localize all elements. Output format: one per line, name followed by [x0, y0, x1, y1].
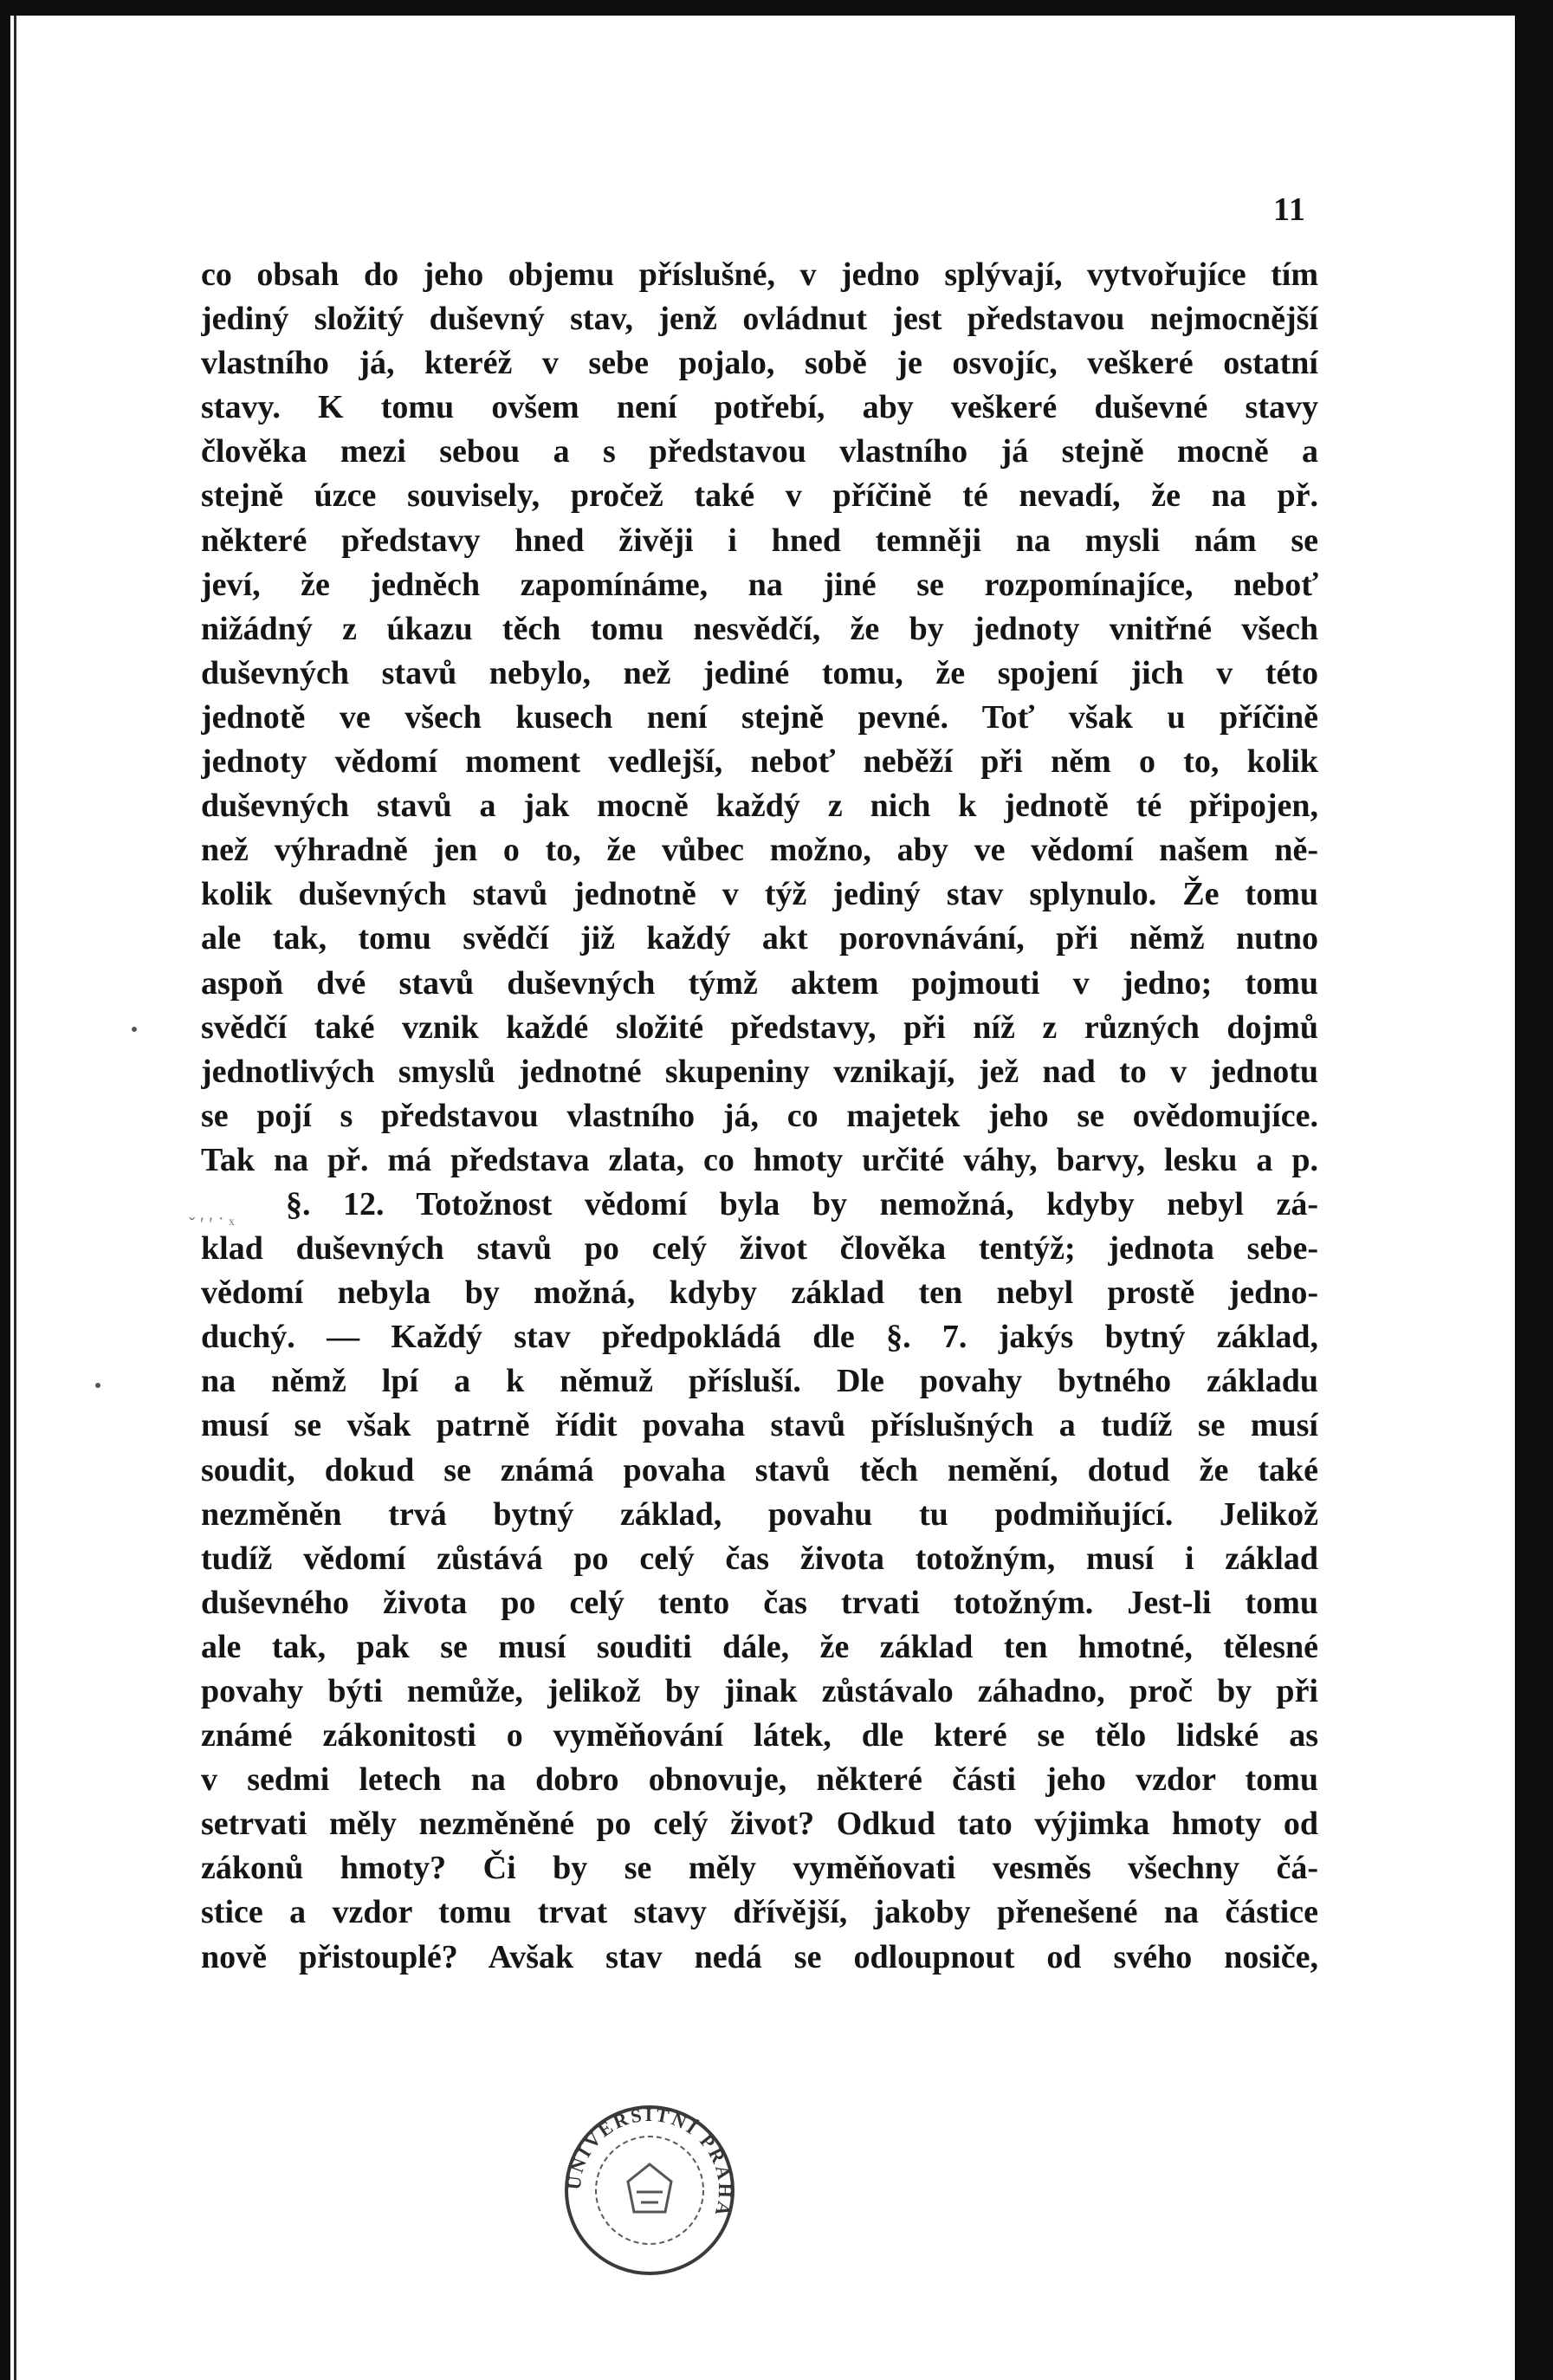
- text-line: duchý. — Každý stav předpokládá dle §. 7. jakýs bytný základ,: [201, 1319, 1318, 1356]
- text-line: aspoň dvé stavů duševných týmž aktem pojmouti v jedno; tomu: [201, 964, 1318, 1002]
- text-line: Tak na př. má představa zlata, co hmoty určité váhy, barvy, lesku a p.: [201, 1141, 1318, 1178]
- text-line: duševných stavů a jak mocně každý z nich k jednotě té připojen,: [201, 788, 1318, 825]
- text-line: na němž lpí a k němuž přísluší. Dle povahy bytného základu: [201, 1363, 1318, 1400]
- text-line: jediný složitý duševný stav, jenž ovládnut jest představou nejmocnější: [201, 301, 1318, 338]
- text-line: nezměněn trvá bytný základ, povahu tu podmiňující. Jelikož: [201, 1495, 1318, 1533]
- text-line: jednotě ve všech kusech není stejně pevné. Toť však u příčině: [201, 698, 1318, 736]
- text-line: jednoty vědomí moment vedlejší, neboť neběží při něm o to, kolik: [201, 743, 1318, 781]
- text-line: setrvati měly nezměněné po celý život? Odkud tato výjimka hmoty od: [201, 1806, 1318, 1843]
- text-line: člověka mezi sebou a s představou vlastního já stejně mocně a: [201, 433, 1318, 470]
- scan-frame-left: [0, 0, 10, 2380]
- text-line: duševných stavů nebylo, než jediné tomu, že spojení jich v této: [201, 654, 1318, 691]
- scan-frame-top: [0, 0, 1553, 16]
- margin-dot: [132, 1027, 137, 1032]
- text-line: nižádný z úkazu těch tomu nesvědčí, že by jednoty vnitřné všech: [201, 610, 1318, 647]
- text-line: vědomí nebyla by možná, kdyby základ ten nebyl prostě jedno-: [201, 1274, 1318, 1312]
- text-line: povahy býti nemůže, jelikož by jinak zůstávalo záhadno, proč by při: [201, 1673, 1318, 1709]
- text-line: se pojí s představou vlastního já, co majetek jeho se ovědomujíce.: [201, 1097, 1318, 1134]
- library-stamp: [554, 2095, 745, 2286]
- text-line: v sedmi letech na dobro obnovuje, některé části jeho vzdor tomu: [201, 1761, 1318, 1799]
- text-line: zákonů hmoty? Či by se měly vyměňovati vesměs všechny čá-: [201, 1850, 1318, 1887]
- margin-pencil-mark: ˇ ′ ′ ˙ ˣ: [189, 1213, 235, 1235]
- margin-dot: [95, 1383, 100, 1388]
- text-line: vlastního já, kteréž v sebe pojalo, sobě je osvojíc, veškeré ostatní: [201, 345, 1318, 382]
- body-text: [201, 253, 1318, 1980]
- text-line: známé zákonitosti o vyměňování látek, dle které se tělo lidské as: [201, 1717, 1318, 1754]
- text-line: tudíž vědomí zůstává po celý čas života totožným, musí i základ: [201, 1540, 1318, 1577]
- text-line: některé představy hned živěji i hned temněji na mysli nám se: [201, 522, 1318, 559]
- text-line: klad duševných stavů po celý život člověka tentýž; jednota sebe-: [201, 1230, 1318, 1268]
- text-line: duševného života po celý tento čas trvati totožným. Jest-li tomu: [201, 1584, 1318, 1621]
- scan-frame-right: [1515, 0, 1553, 2380]
- scan-frame-left-edge: [14, 16, 16, 2380]
- text-line: stice a vzdor tomu trvat stavy dřívější, jakoby přenešené na částice: [201, 1894, 1318, 1931]
- text-line: ale tak, pak se musí souditi dále, že základ ten hmotné, tělesné: [201, 1628, 1318, 1665]
- text-line: svědčí také vznik každé složité představy, při níž z různých dojmů: [201, 1008, 1318, 1046]
- text-line: stavy. K tomu ovšem není potřebí, aby veškeré duševné stavy: [201, 389, 1318, 426]
- page-number: 11: [1273, 191, 1306, 228]
- text-line: nově přistouplé? Avšak stav nedá se odloupnout od svého nosiče,: [201, 1938, 1318, 1975]
- text-line: než výhradně jen o to, že vůbec možno, aby ve vědomí našem ně-: [201, 832, 1318, 869]
- text-line: jeví, že jedněch zapomínáme, na jiné se rozpomínajíce, neboť: [201, 566, 1318, 603]
- text-line: soudit, dokud se známá povaha stavů těch nemění, dotud že také: [201, 1451, 1318, 1488]
- text-line: co obsah do jeho objemu příslušné, v jedno splývají, vytvořujíce tím: [201, 256, 1318, 293]
- text-line: ale tak, tomu svědčí již každý akt porovnávání, při němž nutno: [201, 920, 1318, 957]
- text-line: kolik duševných stavů jednotně v týž jediný stav splynulo. Že tomu: [201, 876, 1318, 913]
- stamp-text: UNIVERSITNÍ PRAHA: [562, 2103, 737, 2221]
- section-heading-line: §. 12. Totožnost vědomí byla by nemožná, kdyby nebyl zá-: [286, 1185, 1318, 1222]
- text-line: jednotlivých smyslů jednotné skupeniny vznikají, jež nad to v jednotu: [201, 1053, 1318, 1090]
- text-line: musí se však patrně řídit povaha stavů příslušných a tudíž se musí: [201, 1407, 1318, 1444]
- text-line: stejně úzce souvisely, pročež také v příčině té nevadí, že na př.: [201, 477, 1318, 515]
